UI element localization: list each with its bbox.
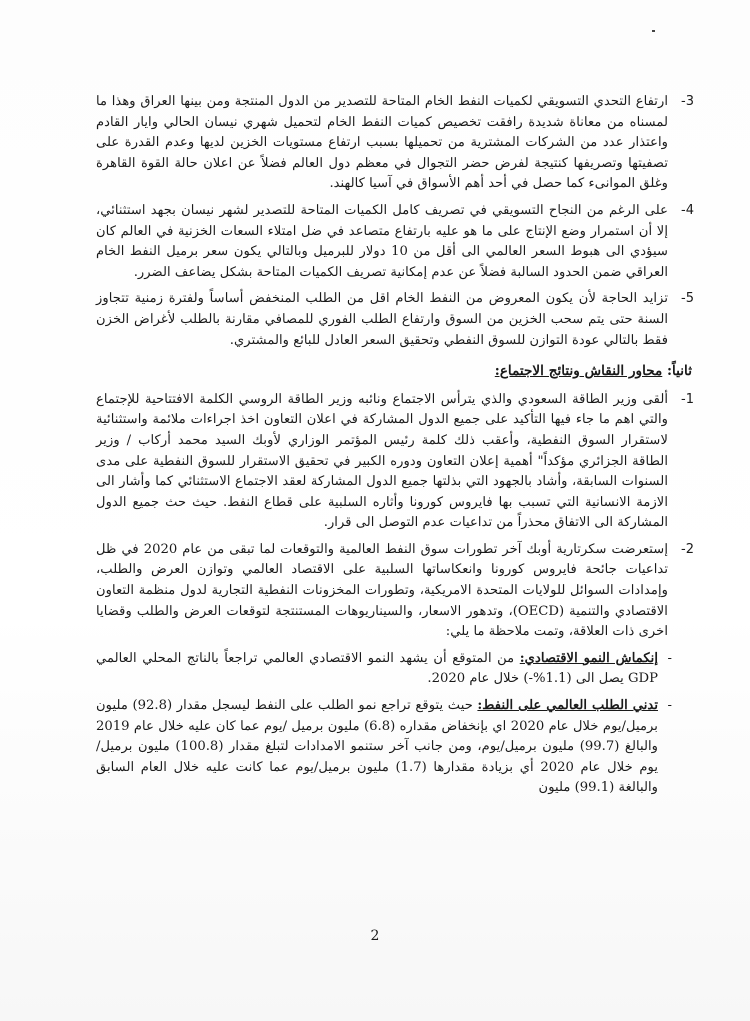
item-text: ارتفاع التحدي التسويقي لكميات النفط الخام المتاحة للتصدير من الدول المنتجة ومن بينها العراق وهذا ما لمسناه من معاناة شديدة رافقت تخصيص كميات النفط الخام لتحميل شهري نيسان الحالي وايار القادم واعتذار عدد من الشركات المشترية من تحميلها بسبب ارتفاع مستويات الخزين لديها وعدم القدرة على تصفيتها وتصريفها كنتيجة لفرض حضر التجوال في معظم دول العالم فضلاً عن اعلان حالة القوة القاهرة وغلق الموانىء كما حصل في أحد أهم الأسواق في آسيا كالهند. (96, 94, 668, 192)
sub-point (96, 649, 672, 690)
list-item (96, 201, 694, 283)
item-number: 3- (681, 94, 694, 109)
section-title-text: محاور النقاش ونتائج الاجتماع: (494, 363, 663, 380)
item-number: 2- (681, 541, 694, 557)
item-number: 1- (681, 391, 694, 407)
page-number: 2 (370, 928, 380, 944)
list-item (96, 289, 694, 351)
scan-speck (652, 30, 655, 32)
sub-text: حيث يتوقع تراجع نمو الطلب على النفط ليسجل مقدار (92.8) مليون برميل/يوم خلال عام 2020 اي بإنخفاض مقداره (6.8) مليون برميل /يوم عما كان عليه خلال عام 2019 والبالغ (99.7) مليون برميل/يوم، ومن جانب آخر ستنمو الامدادات لتبلغ مقدار (100.8) مليون برميل/يوم خلال عام 2020 أي بزيادة مقدارها (1.7) مليون برميل/يوم عما كانت عليه خلال العام السابق والبالغة (99.1) مليون (96, 698, 659, 796)
section-prefix: ثانياً: (667, 363, 692, 380)
sub-point (96, 696, 672, 799)
item-text: على الرغم من النجاح التسويقي في تصريف كامل الكميات المتاحة للتصدير لشهر نيسان بجهد استثنائي، إلا أن استمرار وضع الإنتاج على ما هو عليه بارتفاع متصاعد في ضل امتلاء السعات الخزنية في العالم كان سيؤدي الى هبوط السعر العالمي الى أقل من 10 دولار للبرميل وبالتالي يكون سعر برميل النفط الخام العراقي ضمن الحدود السالبة فضلاً عن عدم إمكانية تصريف الكميات المتاحة بشكل يضاعف الضرر. (96, 202, 668, 280)
document-body (96, 92, 694, 805)
item-number: 5- (681, 291, 694, 307)
sub-lead: إنكماش النمو الاقتصادي: (519, 650, 659, 666)
sub-dash: - (667, 698, 672, 714)
list-item (96, 540, 694, 643)
sub-lead: تدني الطلب العالمي على النفط: (477, 698, 658, 714)
list-item (96, 390, 694, 534)
sub-text: من المتوقع أن يشهد النمو الاقتصادي العالمي تراجعاً بالناتج المحلي العالمي GDP يصل الى (1.1%-) خلال عام 2020. (96, 650, 658, 687)
item-text: إستعرضت سكرتارية أوبك آخر تطورات سوق النفط العالمية والتوقعات لما تبقى من عام 2020 في ظل تداعيات جائحة فايروس كورونا وانعكاساتها السلبية على الاقتصاد العالمي وتوازن العرض والطلب، وإمدادات السوائل للولايات المتحدة الامريكية، وتطورات المخزونات النفطية التجارية لدول منظمة التعاون الاقتصادي والتنمية (OECD)، وتدهور الاسعار، والسيناريوهات المستنتجة لتوقعات العرض والطلب وقضايا اخرى ذات العلاقة، وتمت ملاحظة ما يلي: (96, 541, 668, 640)
item-number: 4- (681, 202, 694, 218)
sub-dash: - (667, 650, 672, 666)
section-heading (96, 361, 692, 382)
list-item (96, 92, 694, 195)
item-text: ألقى وزير الطاقة السعودي والذي يترأس الاجتماع ونائبه وزير الطاقة الروسي الكلمة الافتتاحية للإجتماع والتي اهم ما جاء فيها التأكيد على جميع الدول المشاركة في اعلان التعاون اخذ اجراءات ملائمة واستثنائية لاستقرار السوق النفطية، وأعقب ذلك كلمة رئيس المؤتمر الوزاري لأوبك السيد محمد أركاب / وزير الطاقة الجزائري مؤكداً" أهمية إعلان التعاون ودوره الكبير في تحقيق الاستقرار للسوق النفطية على مدى السنوات السابقة، وأشاد بالجهود التي بذلتها جميع الدول المشاركة لعقد الاجتماع الاستثنائي كما وأشار الى الازمة الانسانية التي تسبب بها فايروس كورونا وأثاره السلبية على قطاع النفط. حيث حث جميع الدول المشاركة الى الاتفاق محذراً من تداعيات عدم التوصل الى قرار. (96, 391, 668, 531)
item-text: تزايد الحاجة لأن يكون المعروض من النفط الخام اقل من الطلب المنخفض أساساً ولفترة زمنية تتجاوز السنة حتى يتم سحب الخزين من السوق وارتفاع الطلب الفوري للمصافي مقارنة بالطلب لأغراض الخزن فقط بالتالي عودة التوازن للسوق النفطي وتحقيق السعر العادل للبائع والمشتري. (96, 291, 668, 348)
